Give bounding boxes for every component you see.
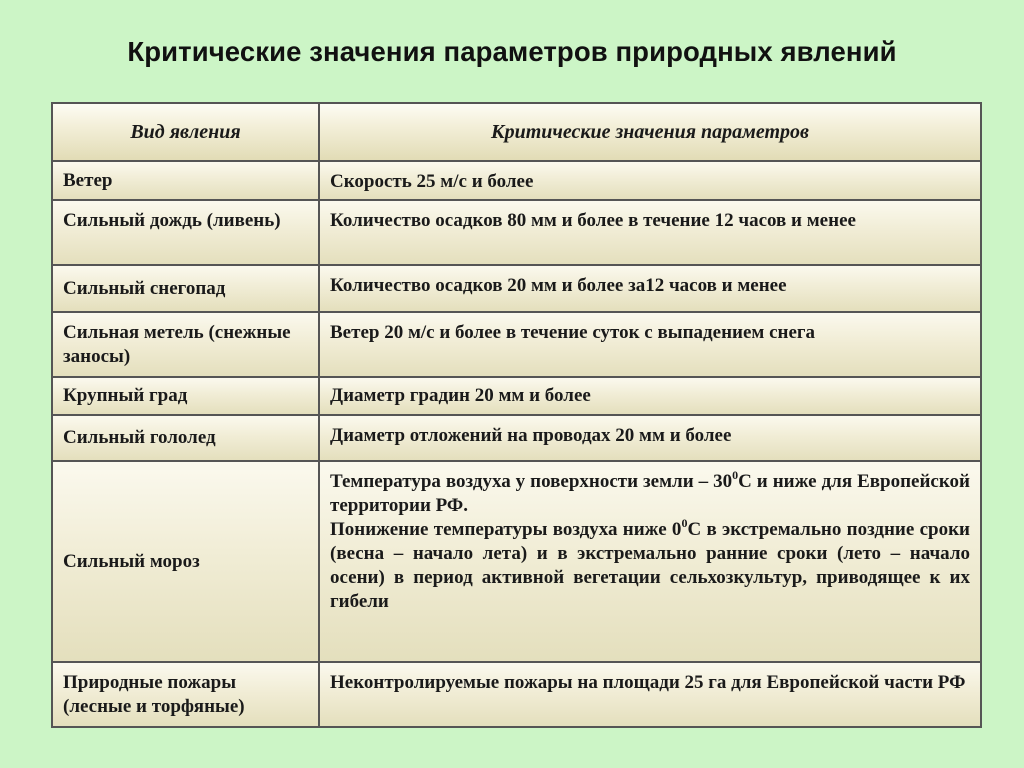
table-row (52, 415, 981, 461)
table-row (52, 377, 981, 415)
table-row (52, 312, 981, 377)
phenomenon-cell: Крупный град (52, 377, 319, 415)
column-header-phenomenon: Вид явления (52, 103, 319, 161)
criteria-table (51, 102, 982, 728)
phenomenon-cell: Сильный дождь (ливень) (52, 200, 319, 265)
phenomenon-cell: Сильная метель (снежные заносы) (52, 312, 319, 377)
criteria-cell: Ветер 20 м/с и более в течение суток с выпадением снега (319, 312, 981, 377)
phenomenon-cell: Природные пожары (лесные и торфяные) (52, 662, 319, 727)
phenomenon-cell: Сильный снегопад (52, 265, 319, 312)
criteria-cell: Диаметр отложений на проводах 20 мм и более (319, 415, 981, 461)
criteria-cell (319, 461, 981, 662)
phenomenon-cell: Сильный гололед (52, 415, 319, 461)
phenomenon-cell: Ветер (52, 161, 319, 200)
criteria-cell: Скорость 25 м/с и более (319, 161, 981, 200)
table-row (52, 265, 981, 312)
criteria-cell: Неконтролируемые пожары на площади 25 га для Европейской части РФ (319, 662, 981, 727)
degree-superscript: 0 (732, 467, 739, 482)
criteria-text: С и ниже для Европейской территории РФ. (330, 471, 970, 516)
table-row (52, 662, 981, 727)
criteria-text: Понижение температуры воздуха ниже 0 (330, 519, 682, 540)
criteria-cell: Диаметр градин 20 мм и более (319, 377, 981, 415)
table-row (52, 461, 981, 662)
page-title: Критические значения параметров природных явлений (127, 36, 897, 67)
degree-superscript: 0 (681, 515, 688, 530)
table-row (52, 161, 981, 200)
column-header-criteria: Критические значения параметров (319, 103, 981, 161)
criteria-text: Температура воздуха у поверхности земли – 30 (330, 471, 733, 492)
table-header-row (52, 103, 981, 161)
criteria-cell: Количество осадков 80 мм и более в течение 12 часов и менее (319, 200, 981, 265)
table-row (52, 200, 981, 265)
criteria-text: С в экстремально поздние сроки (весна – начало лета) и в экстремально ранние сроки (лето – начало осени) в период активной вегетации сельхозкультур, приводящее к их гибели (330, 519, 970, 612)
phenomenon-cell: Сильный мороз (52, 461, 319, 662)
criteria-cell: Количество осадков 20 мм и более за12 часов и менее (319, 265, 981, 312)
